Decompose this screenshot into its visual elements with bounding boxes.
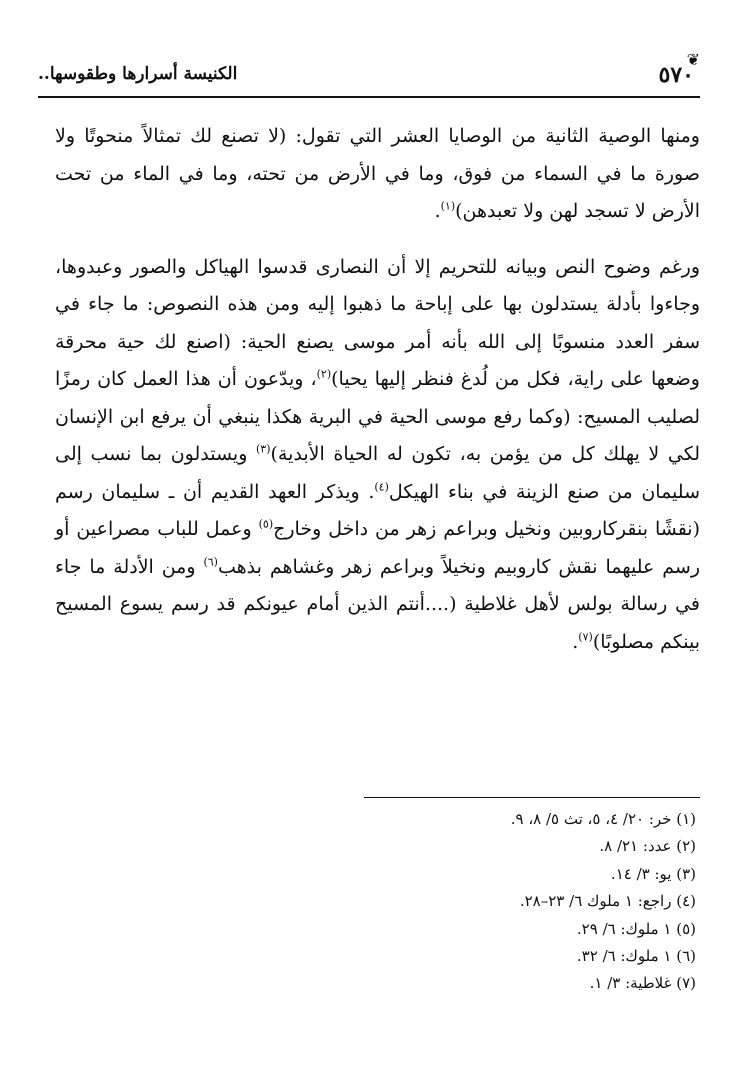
page-header bbox=[38, 50, 700, 94]
footnote-5: (٥) ١ ملوك: ٦/ ٢٩. bbox=[576, 919, 696, 938]
footnote-ref-5: (٥) bbox=[258, 517, 274, 531]
footnote-3: (٣) يو: ٣/ ١٤. bbox=[610, 864, 696, 883]
running-title: الكنيسة أسرارها وطقوسها.. bbox=[38, 64, 238, 84]
footnote-ref-6: (٦) bbox=[203, 555, 218, 569]
footnote-ref-3: (٣) bbox=[256, 442, 271, 456]
footnote-7: (٧) غلاطية: ٣/ ١. bbox=[589, 974, 696, 993]
footnotes bbox=[300, 806, 696, 998]
paragraph-1 bbox=[55, 118, 700, 231]
footnote-divider bbox=[364, 797, 700, 798]
footnote-ref-1: (١) bbox=[440, 199, 456, 213]
paragraph-2-text-b: ، ويدّعون أن هذا العمل كان رمزًا لصليب المسيح: (وكما رفع موسى الحية في البرية هكذا ينبغي أن يرفع ابن الإنسان لكي لا يهلك كل من يؤمن به، تكون له الحياة الأبدية) bbox=[55, 368, 700, 465]
paragraph-2-end: . bbox=[572, 630, 579, 653]
ornament-icon: ❦ bbox=[686, 50, 700, 69]
footnote-2: (٢) عدد: ٢١/ ٨. bbox=[599, 837, 696, 856]
footnote-ref-4: (٤) bbox=[374, 480, 389, 494]
page-number: ٥٧٠ bbox=[658, 62, 694, 88]
footnote-ref-7: (٧) bbox=[578, 630, 593, 644]
footnote-1: (١) خر: ٢٠/ ٤، ٥، تث ٥/ ٨، ٩. bbox=[510, 810, 696, 828]
paragraph-2-text-a: ورغم وضوح النص وبيانه للتحريم إلا أن النصارى قدسوا الهياكل والصور وعبدوها، وجاءوا بأدلة يستدلون بها على إباحة ما ذهبوا إليه ومن هذه النصوص: ما جاء في سفر العدد منسوبًا إلى الله بأنه أمر موسى يصنع الحية: (اصنع لك حية محرقة وضعها على راية، فكل من لُدغ فنظر إليها يحيا) bbox=[55, 255, 700, 390]
main-text bbox=[55, 118, 700, 661]
paragraph-2 bbox=[55, 249, 700, 662]
paragraph-1-end: . bbox=[434, 200, 441, 222]
paragraph-2-text-f: ومن الأدلة ما جاء في رسالة بولس لأهل غلاطية (....أنتم الذين أمام عيونكم قد رسم يسوع المسيح بينكم مصلوبًا) bbox=[55, 555, 700, 653]
footnote-4: (٤) راجع: ١ ملوك ٦/ ٢٣–٢٨. bbox=[519, 892, 696, 911]
paragraph-2-text-d: . ويذكر العهد القديم أن ـ سليمان رسم (نقشًا بنقركاروبين ونخيل وبراعم زهر من داخل وخارج bbox=[55, 480, 701, 540]
footnote-ref-2: (٢) bbox=[316, 367, 332, 381]
paragraph-2-text-e: وعمل للباب مصراعين أو رسم عليهما نقش كاروبيم ونخيلاً وبراعم زهر وغشاهم بذهب bbox=[55, 518, 700, 578]
header-divider bbox=[38, 96, 700, 98]
paragraph-1-text: ومنها الوصية الثانية من الوصايا العشر التي تقول: (لا تصنع لك تمثالاً منحوتًا ولا صورة ما في السماء من فوق، وما في الأرض من تحته، وما في الماء من تحت الأرض لا تسجد لهن ولا تعبدهن) bbox=[55, 125, 700, 222]
paragraph-2-text-c: ويستدلون بما نسب إلى سليمان من صنع الزينة في بناء الهيكل bbox=[55, 443, 700, 503]
footnote-6: (٦) ١ ملوك: ٦/ ٣٢. bbox=[576, 947, 696, 966]
